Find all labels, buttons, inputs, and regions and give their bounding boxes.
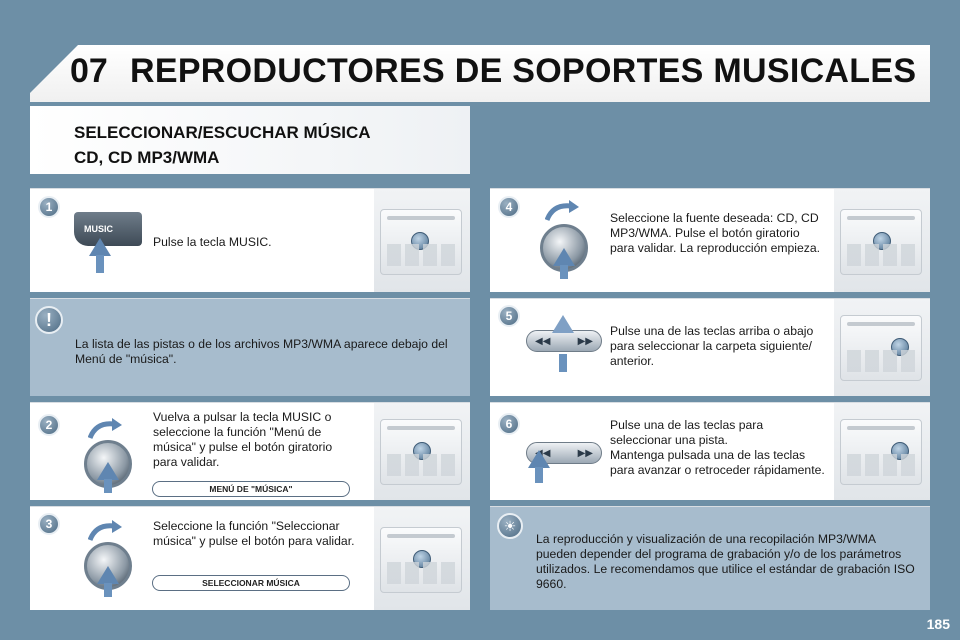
radio-illustration (840, 209, 922, 275)
forward-icon: ▶▶ (577, 335, 593, 347)
page-number: 185 (926, 616, 950, 632)
press-arrow-stem (104, 583, 112, 597)
step-3-radio-visual (374, 507, 470, 610)
radio-illustration (380, 209, 462, 275)
section-title-line1: SELECCIONAR/ESCUCHAR MÚSICA (74, 123, 371, 142)
press-arrow-icon (553, 248, 575, 266)
step-3-text: Seleccione la función "Seleccionar música" y pulse el botón para validar. (153, 519, 355, 548)
step-5-radio-visual (834, 299, 930, 396)
radio-illustration (840, 315, 922, 381)
forward-icon: ▶▶ (577, 447, 593, 459)
seleccionar-musica-label: SELECCIONAR MÚSICA (152, 575, 350, 591)
press-arrow-icon (528, 447, 551, 468)
rotate-arrow-icon (88, 418, 122, 440)
step-4-badge: 4 (498, 196, 520, 218)
step-6-text-line1: Pulse una de las teclas para seleccionar una pista. (610, 418, 764, 447)
step-5-text: Pulse una de las teclas arriba o abajo para seleccionar la carpeta siguiente/ anterior. (610, 324, 814, 368)
step-3-badge: 3 (38, 513, 60, 535)
radio-illustration (380, 527, 462, 593)
chapter-number: 07 (70, 52, 108, 90)
section-title-line2: CD, CD MP3/WMA (74, 148, 220, 167)
step-1-text: Pulse la tecla MUSIC. (153, 235, 272, 249)
warning-icon: ! (35, 306, 63, 334)
up-arrow-icon (552, 315, 574, 333)
step-6-text-line2: Mantenga pulsada una de las teclas para avanzar o retroceder rápidamente. (610, 448, 825, 477)
step-2-text: Vuelva a pulsar la tecla MUSIC o seleccione la función "Menú de música" y pulse el botón giratorio para validar. (153, 410, 333, 469)
tip-text: La reproducción y visualización de una recopilación MP3/WMA pueden depender del programa de grabación y/o de los parámetros utilizados. Le recomendamos que utilice el estándar de grabación ISO 9660. (536, 532, 915, 591)
section-title (74, 120, 371, 170)
step-4-radio-visual (834, 189, 930, 292)
sun-icon: ☀ (497, 513, 523, 539)
warning-text: La lista de las pistas o de los archivos MP3/WMA aparece debajo del Menú de "música". (75, 337, 448, 366)
step-1-radio-visual (374, 189, 470, 292)
press-arrow-icon (89, 238, 111, 256)
menu-musica-label: MENÚ DE "MÚSICA" (152, 481, 350, 497)
rotate-arrow-icon (88, 520, 122, 542)
step-2-badge: 2 (38, 414, 60, 436)
press-arrow-stem (96, 255, 104, 273)
down-arrow-stem (559, 354, 567, 372)
music-key-icon: MUSIC (74, 212, 142, 246)
seek-rocker-icon (526, 330, 602, 352)
press-arrow-icon (97, 566, 119, 584)
press-arrow-stem (535, 467, 543, 483)
rewind-icon: ◀◀ (535, 335, 551, 347)
step-6-badge: 6 (498, 413, 520, 435)
rotate-arrow-icon (545, 200, 579, 222)
step-4-text: Seleccione la fuente deseada: CD, CD MP3/WMA. Pulse el botón giratorio para validar. La reproducción empieza. (610, 211, 821, 255)
page-title: REPRODUCTORES DE SOPORTES MUSICALES (130, 52, 917, 90)
press-arrow-stem (104, 479, 112, 493)
rewind-icon: ◀◀ (535, 447, 551, 459)
radio-illustration (840, 419, 922, 485)
press-arrow-icon (97, 462, 119, 480)
press-arrow-stem (560, 265, 568, 279)
step-2-radio-visual (374, 403, 470, 500)
step-5-badge: 5 (498, 305, 520, 327)
step-1-badge: 1 (38, 196, 60, 218)
step-6-text (610, 418, 825, 478)
step-6-radio-visual (834, 403, 930, 500)
radio-illustration (380, 419, 462, 485)
